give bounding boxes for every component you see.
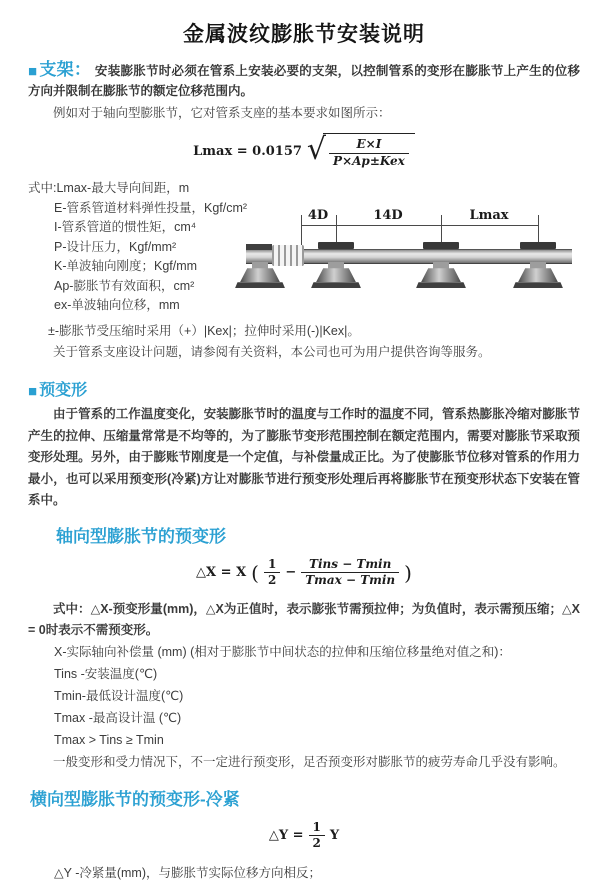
definitions-and-diagram [28,179,580,317]
support-pedestal [518,268,558,282]
axial-explain-paragraph: 式中：△X-预变形量(mm)，△X为正值时，表示膨张节需预拉伸；为负值时，表示需预压缩；△X = 0时表示不需预变形。 [28,601,580,637]
support-cap [423,242,459,249]
temp-numerator: Tins − Tmin [301,557,399,574]
radicand [323,133,415,169]
temp-denominator: Tmax − Tmin [305,573,396,588]
dimension-tick [301,215,302,249]
definition-item: K-单波轴向刚度；Kgf/mm [54,259,198,274]
half-numerator: 1 [264,557,280,574]
section-square-icon: ■ [28,63,38,80]
anchor-base [235,282,285,288]
half-fraction [309,820,325,852]
definition-item: I-管系管道的惯性矩，cm⁴ [54,220,197,235]
formula-delta-x [28,557,580,589]
support-neck [530,262,546,269]
definition-item: P-设计压力，Kgf/mm² [54,239,177,254]
fraction-denominator: P×Ap±Kex [333,153,405,168]
predeform-heading-text: 预变形 [39,382,88,400]
fraction-numerator: E×I [329,137,409,154]
formula-dy-lhs: △Y = [268,828,304,844]
fraction [329,137,409,169]
definition-item: Tins -安装温度(℃) [54,666,158,681]
definition-item: X-实际轴向补偿量 (mm) (相对于膨胀节中间状态的拉伸和压缩位移量绝对值之和)： [54,644,511,659]
dimension-label-lmax: Lmax [469,208,509,224]
support-pedestal [421,268,461,282]
minus-operator: − [285,565,297,581]
lateral-subsection-heading: 横向型膨胀节的预变形-冷紧 [30,789,240,809]
lateral-note: △Y -冷紧量(mm)，与膨胀节实际位移方向相反； [54,866,322,881]
definition-item: 式中:Lmax-最大导向间距，m [28,181,190,196]
support-pedestal [316,268,356,282]
axial-definitions [28,641,580,751]
support-base [513,282,563,288]
support-section-heading: 支架： [39,60,92,79]
axial-subsection-heading: 轴向型膨胀节的预变形 [56,526,226,546]
formula-dx-lhs: △X = X [196,565,247,581]
support-base [311,282,361,288]
radical-expression [307,133,415,169]
axial-note: 一般变形和受力情况下，不一定进行预变形，足否预变形对膨胀节的疲劳寿命几乎没有影响。 [53,754,566,769]
section-square-icon: ■ [28,383,38,401]
right-paren: ) [404,560,412,585]
definition-item: Tmax > Tins ≥ Tmin [54,732,164,747]
half-fraction [264,557,280,589]
support-intro-text: 安装膨胀节时必须在管系上安装必要的支架，以控制管系的变形在膨胀节上产生的位移方向并限制在膨胀节的额定位移范围内。 [28,64,580,98]
support-base [416,282,466,288]
dimension-label-14d: 14D [373,208,403,224]
support-intro-paragraph [28,60,580,101]
support-example-line: 例如对于轴向型膨胀节，它对管系支座的基本要求如图所示： [53,106,391,120]
dimension-label-4d: 4D [307,208,329,224]
formula-lmax [28,133,580,169]
definition-item: Tmax -最高设计温 (℃) [54,710,182,725]
support-neck [433,262,449,269]
half-denominator: 2 [267,573,277,588]
support-cap [318,242,354,249]
temperature-fraction [301,557,399,589]
definition-item: ex-单波轴向位移，mm [54,298,180,313]
symbol-definitions [28,179,278,316]
pipe-support-diagram [246,205,578,299]
radical-sign-icon: √ [306,132,327,167]
page-title: 金属波纹膨胀节安装说明 [183,23,425,46]
plus-minus-note: ±-膨胀节受压缩时采用（+）|Kex|；拉伸时采用(-)|Kex|。 [48,324,360,339]
anchor-neck [252,262,268,269]
anchor-cap [246,244,272,250]
predeform-body-paragraph: 由于管系的工作温度变化，安装膨胀节时的温度与工作时的温度不同，管系热膨胀冷缩对膨胀节产生的拉伸、压缩量常常是不均等的，为了膨胀节变形范围控制在额定范围内，需要对膨胀节采取预变形处理。另外，由于膨账节刚度是一个定值，与补偿量成正比。为了使膨胀节位移对管系的作用力最小，也可以采用预变形(冷紧)方让对膨胀节进行预变形处理后再将膨胀节在预变形状态下安装在管系中。 [28,407,580,508]
definition-item: E-管系管道材料弹性投量，Kgf/cm² [54,200,248,215]
consulting-note: 关于管系支座设计问题，请参阅有关资料，本公司也可为用户提供咨询等服务。 [53,345,491,360]
support-cap [520,242,556,249]
definition-item: Tmin-最低设计温度(℃) [54,688,184,703]
formula-lmax-lhs: Lmax = 0.0157 [193,143,302,159]
support-neck [328,262,344,269]
half-denominator: 2 [312,836,321,851]
anchor-pedestal [240,268,280,282]
bellows-expansion-joint [272,245,304,266]
left-paren: ( [251,560,259,585]
formula-dy-rhs: Y [329,828,340,844]
predeform-section-heading [28,377,580,400]
half-numerator: 1 [309,820,325,837]
formula-delta-y [28,820,580,852]
definition-item: Ap-膨胀节有效面积，cm² [54,278,195,293]
